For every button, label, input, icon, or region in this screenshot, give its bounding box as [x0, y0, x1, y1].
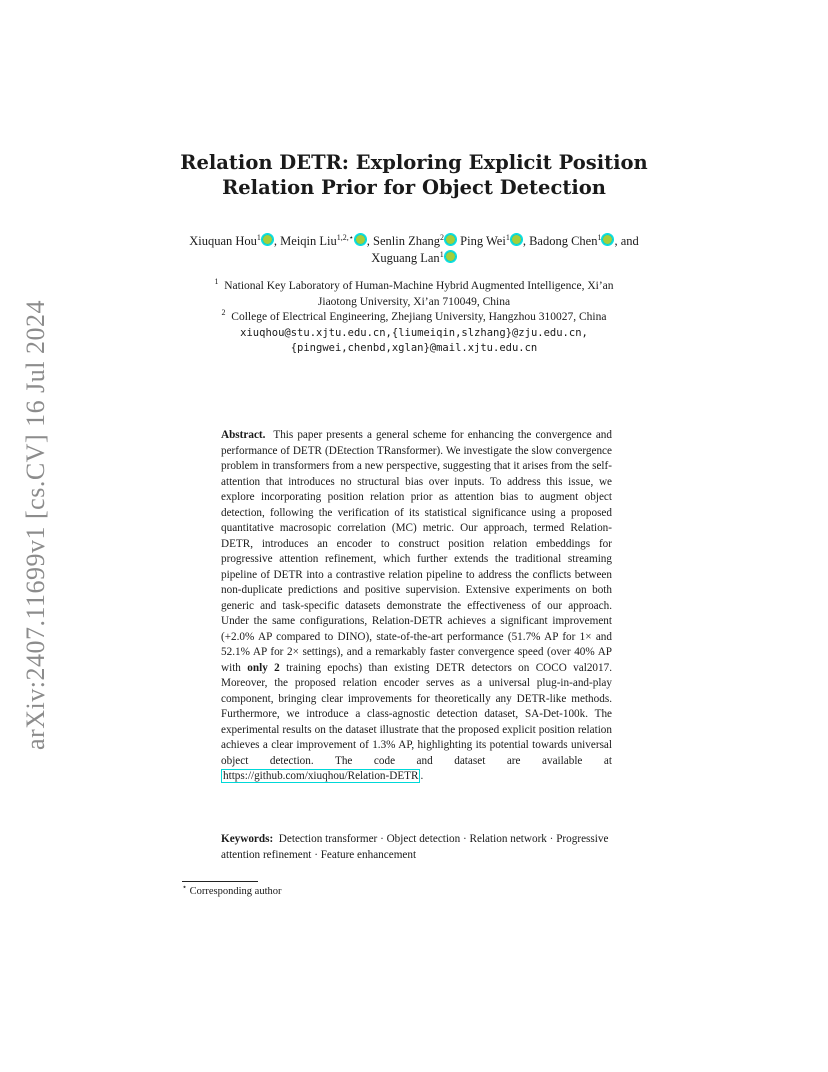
- affiliation-1-line-1: National Key Laboratory of Human-Machine Hybrid Augmented Intelligence, Xi’an: [224, 280, 614, 292]
- affiliation-2: [180, 310, 648, 326]
- abstract-text-1: This paper presents a general scheme for enhancing the convergence and performance of DETR (DEtection TRansformer). We investigate the slow convergence problem in transformers from a new perspective, suggesting that it arises from the self-attention that introduces no structural bias over inputs. To address this issue, we explore incorporating position relation prior as attention bias to augment object detection, following the verification of its statistical significance using a proposed quantitative macrosopic correlation (MC) metric. Our approach, termed Relation-DETR, introduces an encoder to construct position relation embeddings for progressive attention refinement, which further extends the traditional streaming pipeline of DETR into a contrastive relation pipeline to address the conflicts between non-duplicate predictions and positive supervision. Extensive experiments on both generic and task-specific datasets demonstrate the effectiveness of our approach. Under the same configurations, Relation-DETR achieves a significant improvement (+2.0% AP compared to DINO), state-of-the-art performance (51.7% AP for 1× and 52.1% AP for 2× settings), and a remarkably faster convergence speed (over 40% AP with: [221, 429, 612, 674]
- author-name: Badong Chen: [529, 234, 598, 248]
- affiliation-2-line: College of Electrical Engineering, Zhejiang University, Hangzhou 310027, China: [231, 311, 607, 323]
- footnote-rule: [182, 881, 258, 882]
- author-affil-sup: 2: [440, 232, 445, 242]
- author-name: Ping Wei: [460, 234, 506, 248]
- abstract-end: .: [420, 770, 424, 782]
- email-line-2: {pingwei,chenbd,xglan}@mail.xjtu.edu.cn: [290, 342, 538, 354]
- arxiv-side-stamp: [16, 295, 56, 755]
- affiliation-1-line-2: Jiaotong University, Xi’an 710049, China: [317, 295, 511, 308]
- abstract-bold-phrase: only 2: [247, 661, 280, 674]
- affiliations: [180, 279, 648, 357]
- orcid-icon[interactable]: [445, 234, 456, 245]
- author-conjunction: and: [620, 234, 639, 248]
- author-affil-sup: 1: [505, 232, 510, 242]
- author-affil-sup: 1: [439, 249, 444, 259]
- affiliation-1: [180, 279, 648, 295]
- author-list: Xiuquan Hou$^1$ , Meiqin Liu$^{1,2,⋆}$ , Senlin Zhang$^2$ Ping Wei$^1$ , Badong Chen$^1$ , and Xuguang Lan$^1$: [189, 232, 639, 265]
- footnote: [182, 882, 282, 897]
- orcid-icon[interactable]: [511, 234, 522, 245]
- footnote-text: Corresponding author: [189, 886, 282, 897]
- paper-title: [150, 150, 678, 200]
- author-affil-sup: 1: [256, 232, 261, 242]
- keywords: [221, 832, 612, 863]
- keywords-label: Keywords:: [221, 833, 274, 845]
- author-name: Senlin Zhang: [373, 234, 441, 248]
- affil-sup-2: 2: [221, 308, 226, 318]
- author-name: Xuguang Lan: [371, 251, 440, 265]
- author-affil-sup: 1,2,⋆: [336, 232, 354, 242]
- orcid-icon[interactable]: [445, 251, 456, 262]
- title-line-2: Relation Prior for Object Detection: [222, 176, 606, 199]
- orcid-icon[interactable]: [262, 234, 273, 245]
- orcid-icon[interactable]: [355, 234, 366, 245]
- orcid-icon[interactable]: [602, 234, 613, 245]
- abstract-text-2: training epochs) than existing DETR detectors on COCO val2017. Moreover, the proposed relation encoder serves as a universal plug-in-and-play component, bringing clear improvements for theoretically any DETR-like methods. Furthermore, we introduce a class-agnostic detection dataset, SA-Det-100k. The experimental results on the dataset illustrate that the proposed explicit position relation achieves a clear improvement of 1.3% AP, highlighting its potential towards universal object detection. The code and dataset are available at: [221, 661, 613, 767]
- title-line-1: Relation DETR: Exploring Explicit Position: [180, 151, 648, 174]
- author-name: Meiqin Liu: [280, 234, 337, 248]
- abstract-label: Abstract.: [221, 429, 266, 441]
- author-affil-sup: 1: [597, 232, 602, 242]
- arxiv-id: arXiv:2407.11699v1 [cs.CV] 16 Jul 2024: [21, 300, 50, 750]
- email-line-1: xiuqhou@stu.xjtu.edu.cn,{liumeiqin,slzhang}@zju.edu.cn,: [240, 326, 588, 339]
- affil-sup-1: 1: [214, 277, 219, 287]
- footnote-mark: ⋆: [182, 882, 188, 892]
- abstract: [221, 428, 612, 785]
- code-url-link[interactable]: https://github.com/xiuqhou/Relation-DETR: [223, 770, 419, 782]
- keywords-text: Detection transformer · Object detection · Relation network · Progressive attention refinement · Feature enhancement: [221, 833, 609, 861]
- author-name: Xiuquan Hou: [189, 234, 257, 248]
